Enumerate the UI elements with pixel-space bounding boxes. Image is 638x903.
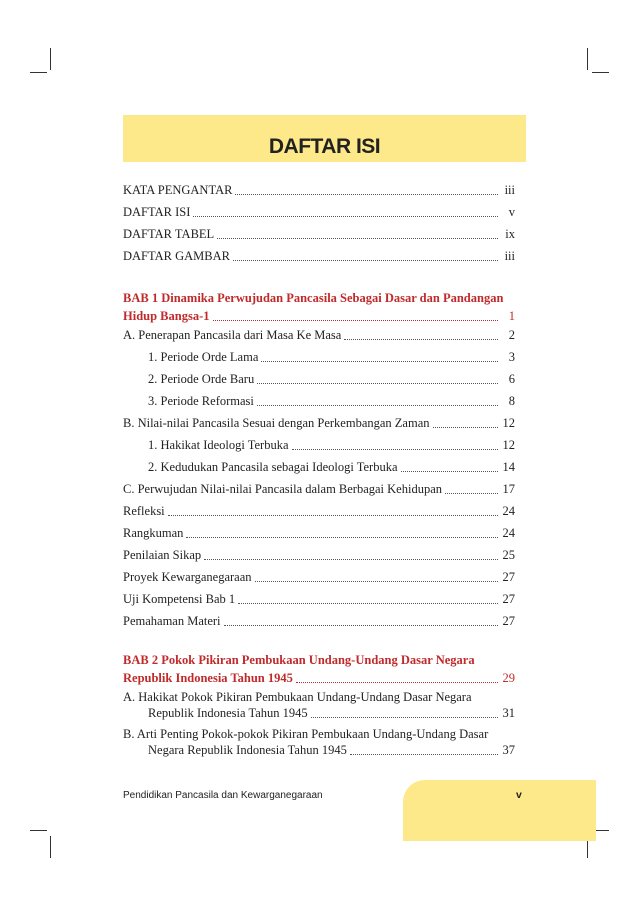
- toc-label: KATA PENGANTAR: [123, 183, 233, 197]
- toc-page: 31: [502, 706, 515, 720]
- dot-leader: [168, 515, 498, 516]
- toc-label: B. Nilai-nilai Pancasila Sesuai dengan Perkembangan Zaman: [123, 416, 430, 430]
- chapter-heading-row[interactable]: [123, 671, 515, 686]
- toc-row[interactable]: [148, 438, 515, 453]
- chapter-heading-line[interactable]: BAB 1 Dinamika Perwujudan Pancasila Sebagai Dasar dan Pandangan: [123, 291, 504, 305]
- toc-page: 24: [502, 526, 515, 540]
- dot-leader: [433, 427, 498, 428]
- toc-label: C. Perwujudan Nilai-nilai Pancasila dalam Berbagai Kehidupan: [123, 482, 443, 496]
- toc-page: 17: [502, 482, 515, 496]
- chapter-heading-line[interactable]: BAB 2 Pokok Pikiran Pembukaan Undang-Undang Dasar Negara: [123, 653, 475, 667]
- toc-row[interactable]: [123, 570, 515, 585]
- dot-leader: [255, 581, 498, 582]
- chapter-page: 29: [502, 671, 515, 685]
- toc-page: iii: [504, 249, 515, 263]
- toc-label: Uji Kompetensi Bab 1: [123, 592, 236, 606]
- toc-label: Penilaian Sikap: [123, 548, 202, 562]
- dot-leader: [344, 339, 498, 340]
- dot-leader: [204, 559, 498, 560]
- toc-label: 2. Periode Orde Baru: [148, 372, 255, 386]
- toc-page: 6: [508, 372, 515, 386]
- toc-page: 12: [502, 416, 515, 430]
- toc-label: Proyek Kewarganegaraan: [123, 570, 252, 584]
- toc-row[interactable]: [123, 614, 515, 629]
- toc-row[interactable]: [148, 460, 515, 475]
- toc-label: Republik Indonesia Tahun 1945: [148, 706, 308, 720]
- dot-leader: [261, 361, 498, 362]
- toc-row[interactable]: [123, 526, 515, 541]
- toc-row[interactable]: [123, 416, 515, 431]
- toc-row[interactable]: [123, 548, 515, 563]
- toc-row[interactable]: [148, 394, 515, 409]
- title-band: [123, 115, 526, 162]
- toc-label: 2. Kedudukan Pancasila sebagai Ideologi Terbuka: [148, 460, 398, 474]
- toc-page: 27: [502, 614, 515, 628]
- dot-leader: [350, 754, 498, 755]
- crop-mark: [587, 48, 588, 70]
- toc-row[interactable]: [123, 183, 515, 198]
- chapter-heading-row[interactable]: [123, 309, 515, 324]
- toc-page: 37: [502, 743, 515, 757]
- toc-row[interactable]: [123, 249, 515, 264]
- crop-mark: [30, 830, 47, 831]
- dot-leader: [401, 471, 498, 472]
- toc-page: 2: [508, 328, 515, 342]
- footer-page-number: v: [516, 789, 522, 801]
- dot-leader: [193, 216, 498, 217]
- toc-page: v: [508, 205, 515, 219]
- toc-page: 27: [502, 570, 515, 584]
- toc-label: Rangkuman: [123, 526, 184, 540]
- toc-label: 3. Periode Reformasi: [148, 394, 254, 408]
- dot-leader: [445, 493, 498, 494]
- chapter-heading-line: Republik Indonesia Tahun 1945: [123, 671, 293, 685]
- toc-page: 27: [502, 592, 515, 606]
- toc-row[interactable]: [123, 205, 515, 220]
- dot-leader: [296, 682, 498, 683]
- dot-leader: [224, 625, 498, 626]
- chapter-heading-line: Hidup Bangsa-1: [123, 309, 210, 323]
- chapter-page: 1: [508, 309, 515, 323]
- dot-leader: [257, 405, 498, 406]
- dot-leader: [292, 449, 498, 450]
- toc-item-line[interactable]: A. Hakikat Pokok Pikiran Pembukaan Undang-Undang Dasar Negara: [123, 690, 472, 704]
- toc-page: 3: [508, 350, 515, 364]
- toc-label: DAFTAR GAMBAR: [123, 249, 231, 263]
- toc-page: 24: [502, 504, 515, 518]
- dot-leader: [238, 603, 498, 604]
- toc-page: 25: [502, 548, 515, 562]
- toc-label: A. Penerapan Pancasila dari Masa Ke Masa: [123, 328, 342, 342]
- dot-leader: [257, 383, 498, 384]
- toc-label: Pemahaman Materi: [123, 614, 221, 628]
- toc-row[interactable]: [123, 328, 515, 343]
- page-title: DAFTAR ISI: [268, 135, 381, 158]
- footer-book-title: Pendidikan Pancasila dan Kewarganegaraan: [123, 790, 323, 801]
- toc-label: Negara Republik Indonesia Tahun 1945: [148, 743, 347, 757]
- toc-row[interactable]: [148, 372, 515, 387]
- crop-mark: [30, 72, 47, 73]
- toc-row[interactable]: [148, 350, 515, 365]
- toc-label: DAFTAR ISI: [123, 205, 191, 219]
- toc-page: 8: [508, 394, 515, 408]
- toc-row[interactable]: [123, 504, 515, 519]
- toc-label: 1. Periode Orde Lama: [148, 350, 259, 364]
- dot-leader: [311, 717, 498, 718]
- dot-leader: [213, 320, 499, 321]
- toc-row[interactable]: [123, 482, 515, 497]
- toc-row[interactable]: [148, 743, 515, 758]
- toc-page: 12: [502, 438, 515, 452]
- dot-leader: [235, 194, 498, 195]
- toc-label: 1. Hakikat Ideologi Terbuka: [148, 438, 289, 452]
- dot-leader: [233, 260, 498, 261]
- toc-page: 14: [502, 460, 515, 474]
- footer-band: [403, 780, 596, 841]
- toc-row[interactable]: [148, 706, 515, 721]
- dot-leader: [217, 238, 498, 239]
- toc-page: ix: [505, 227, 515, 241]
- toc-label: DAFTAR TABEL: [123, 227, 215, 241]
- toc-page: iii: [504, 183, 515, 197]
- crop-mark: [50, 836, 51, 858]
- dot-leader: [186, 537, 498, 538]
- toc-label: Refleksi: [123, 504, 165, 518]
- toc-row[interactable]: [123, 227, 515, 242]
- crop-mark: [50, 48, 51, 70]
- toc-row[interactable]: [123, 592, 515, 607]
- crop-mark: [592, 72, 609, 73]
- toc-item-line[interactable]: B. Arti Penting Pokok-pokok Pikiran Pembukaan Undang-Undang Dasar: [123, 727, 489, 741]
